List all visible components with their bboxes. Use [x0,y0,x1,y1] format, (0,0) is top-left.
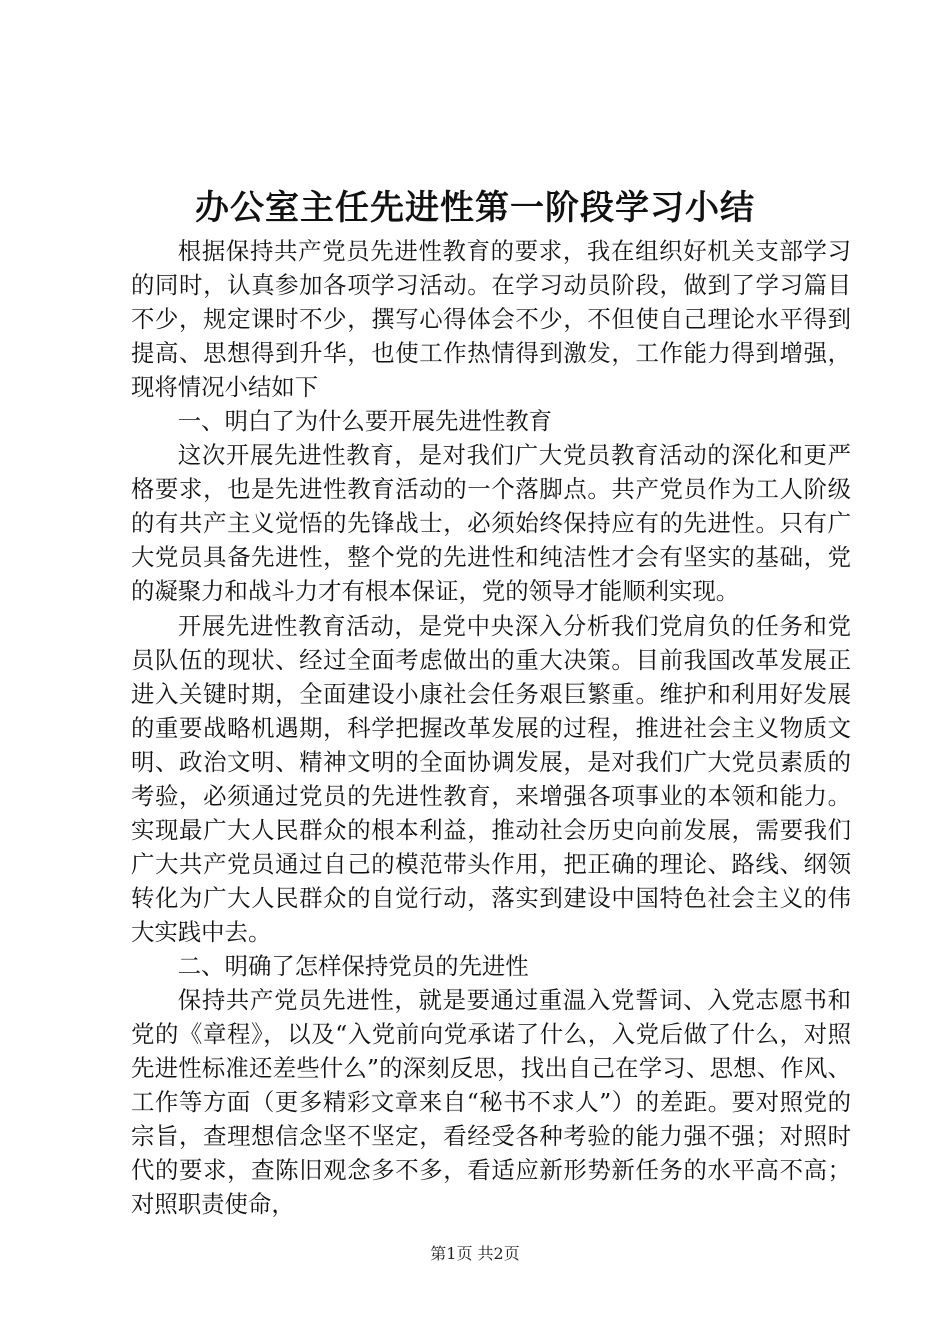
paragraph-intro: 根据保持共产党员先进性教育的要求，我在组织好机关支部学习的同时，认真参加各项学习活动。在学习动员阶段，做到了学习篇目不少，规定课时不少，撰写心得体会不少，不但使自己理论水平得到提高、思想得到升华，也使工作热情得到激发，工作能力得到增强，现将情况小结如下 [131,237,851,402]
page-footer: 第1页 共2页 [430,1244,520,1263]
section-heading-1: 一、明白了为什么要开展先进性教育 [177,407,553,436]
section-heading-2: 二、明确了怎样保持党员的先进性 [177,951,529,980]
paragraph-section-1-b: 开展先进性教育活动，是党中央深入分析我们党肩负的任务和党员队伍的现状、经过全面考虑做出的重大决策。目前我国改革发展正进入关键时期，全面建设小康社会任务艰巨繁重。维护和利用好发展的重要战略机遇期，科学把握改革发展的过程，推进社会主义物质文明、政治文明、精神文明的全面协调发展，是对我们广大党员素质的考验，必须通过党员的先进性教育，来增强各项事业的本领和能力。实现最广大人民群众的根本利益，推动社会历史向前发展，需要我们广大共产党员通过自己的模范带头作用，把正确的理论、路线、纲领转化为广大人民群众的自觉行动，落实到建设中国特色社会主义的伟大实践中去。 [131,611,851,946]
paragraph-section-1-a: 这次开展先进性教育，是对我们广大党员教育活动的深化和更严格要求，也是先进性教育活动的一个落脚点。共产党员作为工人阶级的有共产主义觉悟的先锋战士，必须始终保持应有的先进性。只有广大党员具备先进性，整个党的先进性和纯洁性才会有坚实的基础，党的凝聚力和战斗力才有根本保证，党的领导才能顺利实现。 [131,441,851,606]
document-body [131,234,851,1221]
document-title: 办公室主任先进性第一阶段学习小结 [195,188,755,228]
paragraph-section-2-a: 保持共产党员先进性，就是要通过重温入党誓词、入党志愿书和党的《章程》，以及“入党前向党承诺了什么，入党后做了什么，对照先进性标准还差些什么”的深刻反思，找出自己在学习、思想、作风、工作等方面（更多精彩文章来自“秘书不求人”）的差距。要对照党的宗旨，查理想信念坚不坚定，看经受各种考验的能力强不强；对照时代的要求，查陈旧观念多不多，看适应新形势新任务的水平高不高；对照职责使命， [131,986,851,1219]
